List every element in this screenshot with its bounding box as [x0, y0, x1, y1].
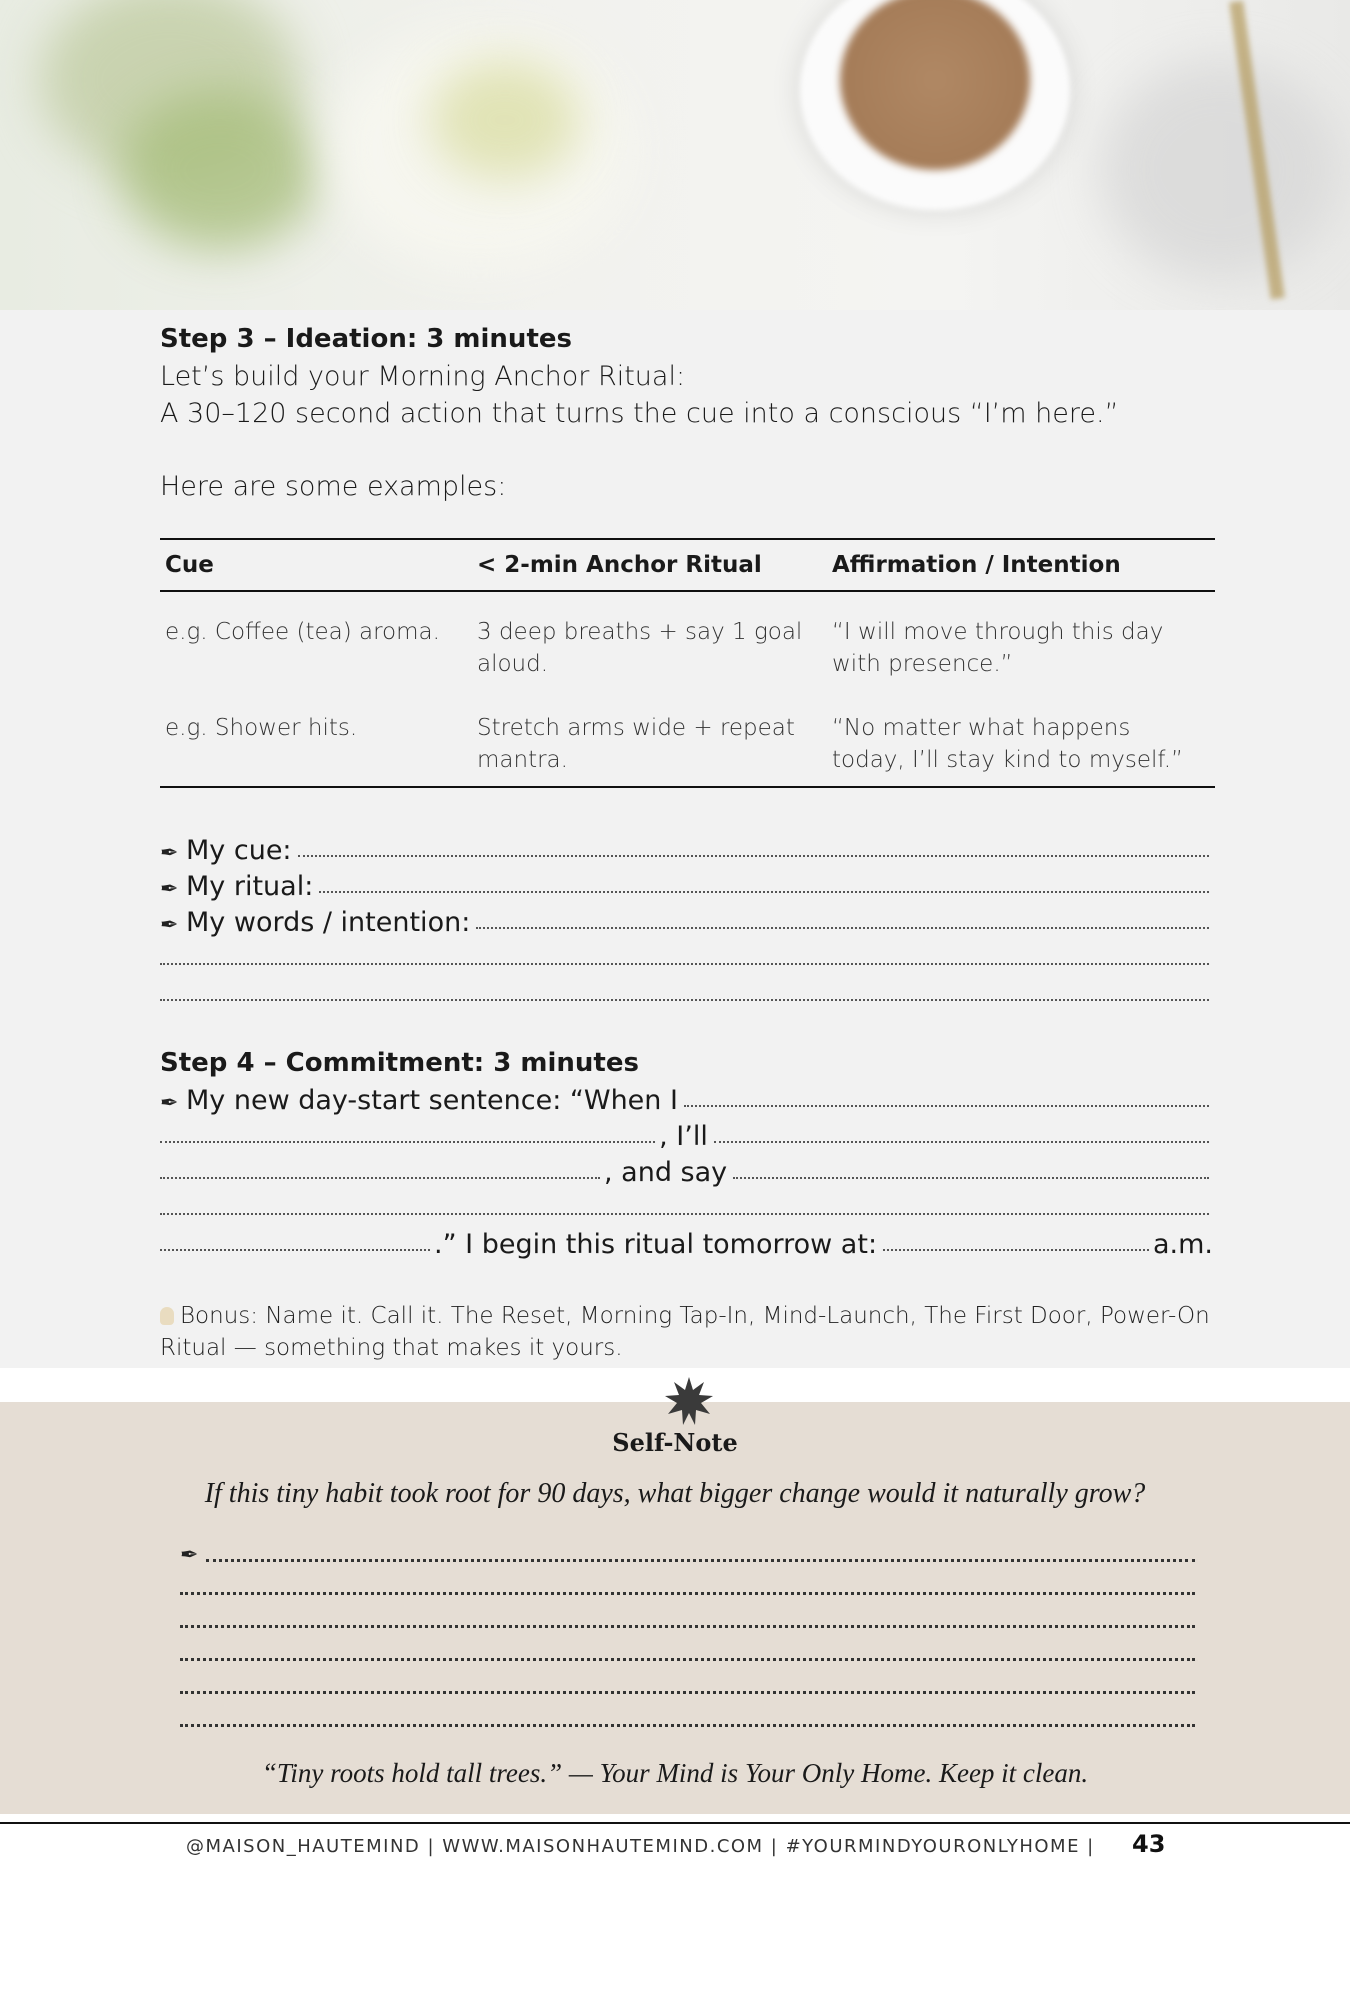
step3-heading: Step 3 – Ideation: 3 minutes: [160, 324, 572, 354]
writing-line[interactable]: [160, 1141, 655, 1143]
blank-line[interactable]: [160, 1188, 1213, 1224]
writing-line[interactable]: [206, 1559, 1195, 1562]
commitment-line-4[interactable]: [160, 1224, 1213, 1260]
writing-line[interactable]: [714, 1141, 1209, 1143]
my-words-line[interactable]: [160, 902, 1213, 938]
pen-icon: ✒: [160, 913, 179, 938]
writing-line[interactable]: [733, 1177, 1209, 1179]
table-cell: Stretch arms wide + repeat mantra.: [472, 688, 827, 787]
footer-text: @MAISON_HAUTEMIND | WWW.MAISONHAUTEMIND.COM | #YOURMINDYOURONLYHOME |: [186, 1836, 1095, 1857]
table-row: [160, 591, 1215, 688]
pen-icon: ✒: [160, 841, 179, 866]
writing-line[interactable]: [180, 1625, 1195, 1628]
step3-intro-2: A 30–120 second action that turns the cue into a conscious “I’m here.”: [160, 398, 1119, 429]
pen-icon: ✒: [160, 877, 179, 902]
table-header: Cue: [160, 539, 472, 591]
blank-line[interactable]: [160, 974, 1213, 1010]
commitment-begin: .” I begin this ritual tomorrow at:: [434, 1229, 878, 1260]
writing-line[interactable]: [160, 963, 1209, 965]
writing-line[interactable]: [883, 1249, 1149, 1251]
commitment-when: My new day-start sentence: “When I: [186, 1085, 678, 1116]
table-header: < 2-min Anchor Ritual: [472, 539, 827, 591]
pen-icon: ✒: [180, 1543, 199, 1568]
writing-line[interactable]: [180, 1658, 1195, 1661]
note-line[interactable]: [180, 1637, 1195, 1667]
footer-divider: [0, 1822, 1350, 1824]
writing-line[interactable]: [160, 999, 1209, 1001]
writing-line[interactable]: [476, 927, 1209, 929]
self-note-question: If this tiny habit took root for 90 days, what bigger change would it naturally grow?: [204, 1478, 1146, 1509]
examples-table: [160, 538, 1215, 788]
writing-line[interactable]: [684, 1105, 1209, 1107]
writing-line[interactable]: [180, 1592, 1195, 1595]
commitment-line-3[interactable]: [160, 1152, 1213, 1188]
my-ritual-label: My ritual:: [186, 871, 314, 902]
table-header-row: [160, 539, 1215, 591]
step3-intro-1: Let’s build your Morning Anchor Ritual:: [160, 361, 686, 392]
page-number: 43: [1132, 1830, 1166, 1858]
note-line[interactable]: [180, 1670, 1195, 1700]
starburst-icon: [664, 1376, 714, 1426]
self-note-quote: “Tiny roots hold tall trees.” — Your Mind is Your Only Home. Keep it clean.: [261, 1758, 1089, 1788]
writing-line[interactable]: [160, 1177, 600, 1179]
table-cell: e.g. Coffee (tea) aroma.: [165, 619, 440, 645]
self-note-title: Self-Note: [612, 1428, 738, 1457]
commitment-am: a.m.: [1152, 1229, 1213, 1260]
my-ritual-line[interactable]: [160, 866, 1213, 902]
table-row: [160, 688, 1215, 787]
bonus-note: [160, 1300, 1220, 1364]
table-header: Affirmation / Intention: [827, 539, 1215, 591]
table-cell: 3 deep breaths + say 1 goal aloud.: [477, 619, 803, 677]
table-cell: “I will move through this day with presence.”: [832, 619, 1164, 677]
bonus-text: Bonus: Name it. Call it. The Reset, Morning Tap-In, Mind-Launch, The First Door, Power-On Ritual — something that makes it yours.: [160, 1303, 1210, 1361]
commitment-line-1[interactable]: [160, 1080, 1213, 1116]
table-cell: e.g. Shower hits.: [160, 688, 472, 787]
commitment-and-say: , and say: [604, 1157, 728, 1188]
writing-line[interactable]: [180, 1691, 1195, 1694]
note-line[interactable]: [180, 1538, 1195, 1568]
note-line[interactable]: [180, 1571, 1195, 1601]
my-cue-label: My cue:: [186, 835, 292, 866]
note-line[interactable]: [180, 1604, 1195, 1634]
writing-line[interactable]: [160, 1213, 1209, 1215]
blank-line[interactable]: [160, 938, 1213, 974]
commitment-ill: , I’ll: [659, 1121, 708, 1152]
note-line[interactable]: [180, 1703, 1195, 1733]
writing-line[interactable]: [319, 891, 1209, 893]
writing-line[interactable]: [160, 1249, 430, 1251]
my-words-label: My words / intention:: [186, 907, 471, 938]
step4-heading: Step 4 – Commitment: 3 minutes: [160, 1048, 639, 1078]
writing-line[interactable]: [298, 855, 1209, 857]
footer: [0, 1830, 1350, 1860]
writing-line[interactable]: [180, 1724, 1195, 1727]
table-cell: “No matter what happens today, I’ll stay kind to myself.”: [827, 688, 1215, 787]
header-photo: [0, 0, 1350, 310]
pen-icon: ✒: [160, 1091, 179, 1116]
my-cue-line[interactable]: [160, 830, 1213, 866]
commitment-line-2[interactable]: [160, 1116, 1213, 1152]
examples-label: Here are some examples:: [160, 471, 507, 502]
lightbulb-icon: [160, 1307, 174, 1325]
